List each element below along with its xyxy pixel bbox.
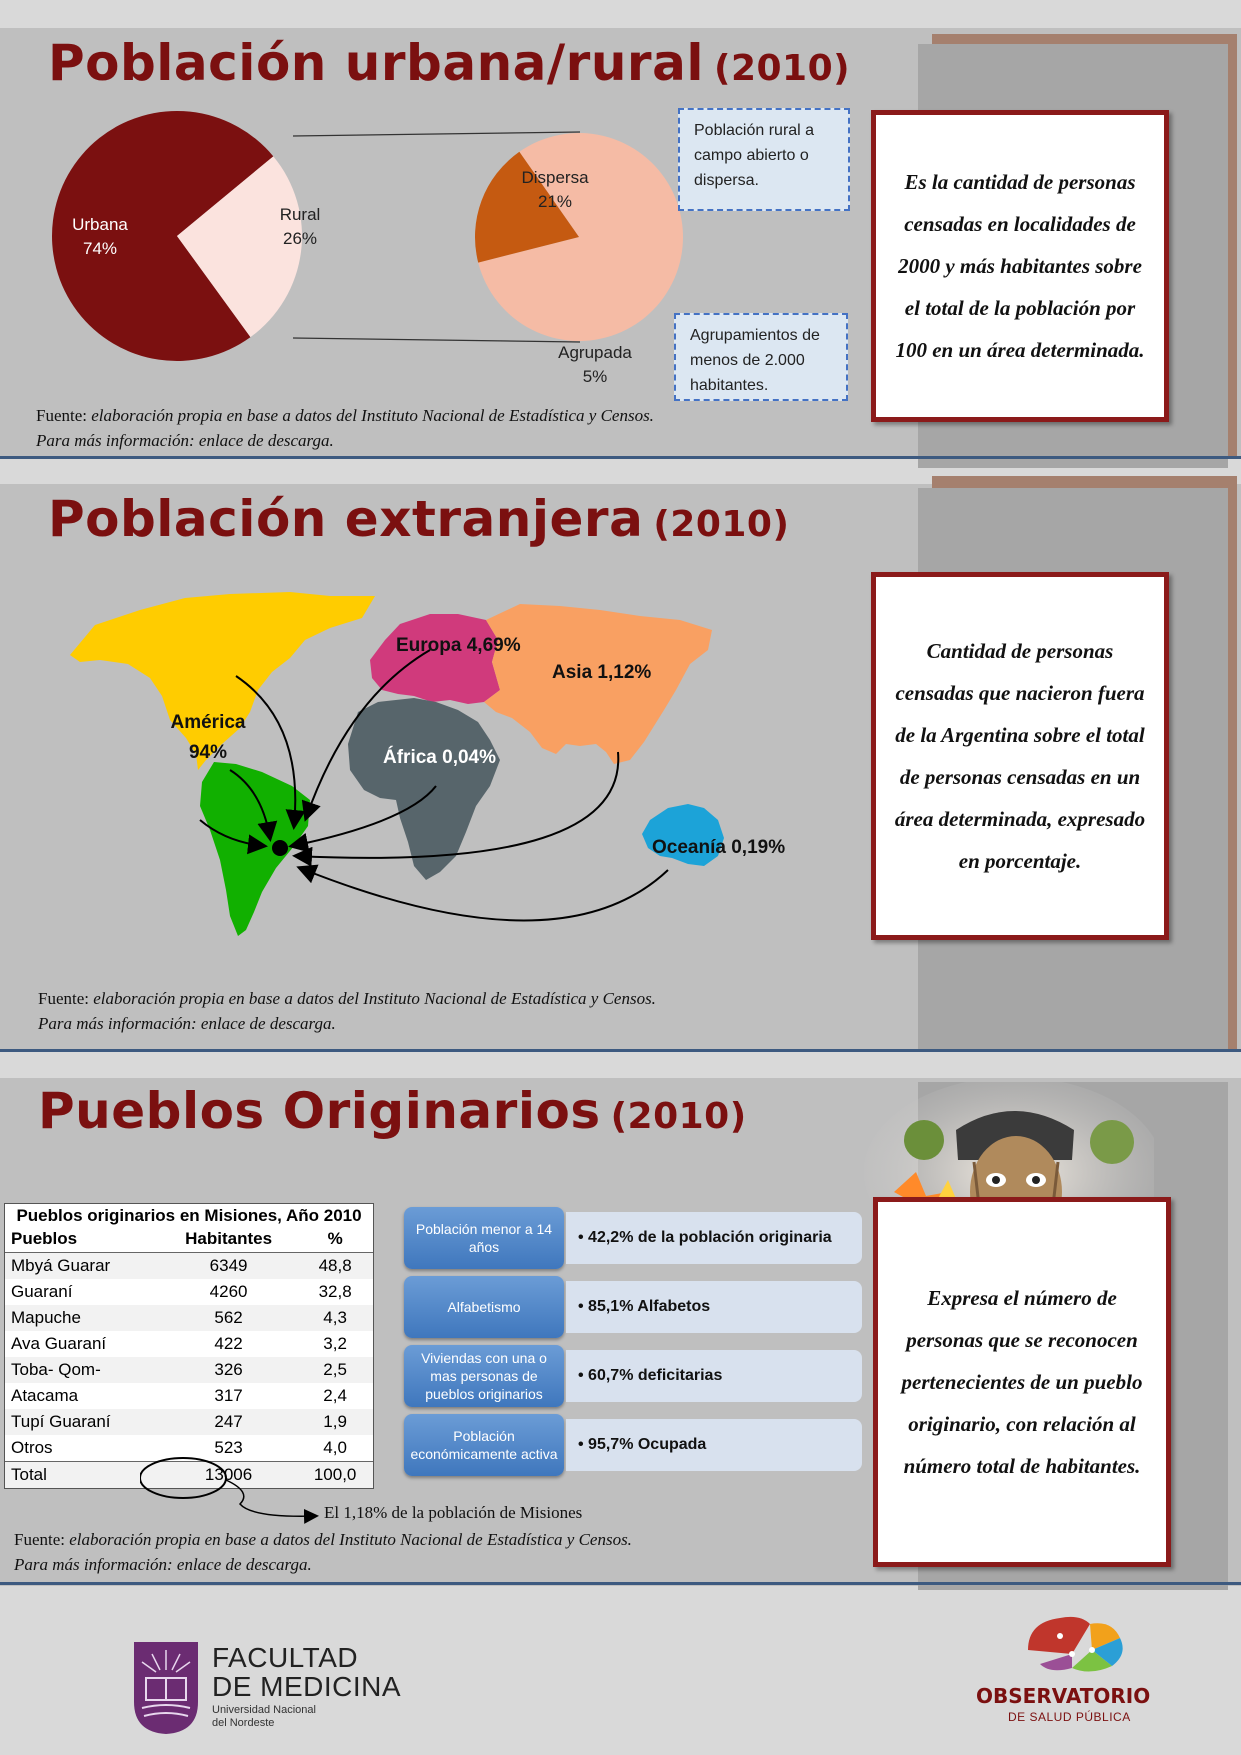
indicator-label: Alfabetismo — [404, 1276, 564, 1338]
section-title — [38, 1082, 747, 1140]
indicator-value: • 60,7% deficitarias — [566, 1350, 862, 1402]
pie-label-dispersa: Dispersa — [521, 168, 589, 187]
facultad-medicina-emblem — [132, 1640, 200, 1736]
cell-habitantes: 4260 — [209, 1282, 248, 1301]
fm-line3: Universidad Nacional — [212, 1704, 316, 1716]
cell-pueblo: Ava Guaraní — [11, 1334, 107, 1353]
indicator-value: • 95,7% Ocupada — [566, 1419, 862, 1471]
cell-percent: 32,8 — [318, 1282, 352, 1301]
source-text: elaboración propia en base a datos del Instituto Nacional de Estadística y Censos. — [91, 406, 654, 425]
definition-text: Expresa el número de personas que se reconocen pertenecientes de un pueblo originario, con relación al número total de habitantes. — [901, 1286, 1143, 1478]
cell-percent: 4,0 — [323, 1438, 347, 1457]
section-title — [48, 490, 789, 548]
cell-pueblo: Guaraní — [11, 1282, 73, 1301]
os-line1: OBSERVATORIO — [976, 1684, 1151, 1708]
title-year: (2010) — [713, 48, 851, 89]
source-label: Fuente: — [38, 989, 89, 1008]
pie-label-rural: Rural — [279, 205, 321, 224]
cell-habitantes: 6349 — [160, 1253, 297, 1280]
source-text: elaboración propia en base a datos del Instituto Nacional de Estadística y Censos. — [93, 989, 656, 1008]
indicator-row — [404, 1414, 860, 1472]
table-caption: Pueblos originarios en Misiones, Año 2010 — [16, 1206, 362, 1225]
source-text: elaboración propia en base a datos del Instituto Nacional de Estadística y Censos. — [69, 1530, 632, 1549]
cell-total-percent: 100,0 — [297, 1462, 373, 1489]
more-info-link[interactable]: Para más información: enlace de descarga. — [36, 431, 334, 450]
europa-name: Europa — [396, 635, 462, 656]
indicator-row — [404, 1207, 860, 1265]
cell-habitantes: 317 — [214, 1386, 243, 1405]
oceania-value: 0,19% — [731, 837, 786, 858]
cell-habitantes: 326 — [160, 1357, 297, 1383]
label-asia — [552, 662, 651, 683]
cell-habitantes: 247 — [160, 1409, 297, 1435]
source-note — [14, 1527, 632, 1577]
indicator-value-text: 60,7% deficitarias — [588, 1367, 723, 1384]
column-header: Habitantes — [160, 1226, 297, 1253]
south-america-shape — [200, 762, 310, 936]
total-note: El 1,18% de la población de Misiones — [324, 1503, 583, 1522]
fm-line1: FACULTAD — [212, 1642, 359, 1673]
cell-pueblo: Mbyá Guarar — [5, 1253, 160, 1280]
world-map — [60, 580, 820, 950]
cell-total-habitantes: 13006 — [160, 1462, 297, 1489]
pie-value-urbana: 74% — [82, 239, 118, 258]
indigenous-table — [4, 1203, 374, 1489]
total-note-arrow — [226, 1480, 316, 1516]
indicator-row — [404, 1276, 860, 1334]
indicator-row — [404, 1345, 860, 1403]
section-divider — [0, 456, 1241, 459]
connector-line — [293, 132, 580, 136]
asia-name: Asia — [552, 662, 593, 683]
indicator-label: Viviendas con una o mas personas de pueblos originarios — [404, 1345, 564, 1407]
table-row — [5, 1305, 373, 1331]
title-text: Población extranjera — [48, 490, 644, 548]
cell-percent: 48,8 — [297, 1253, 373, 1280]
pie-value-agrupada: 5% — [582, 367, 608, 386]
section-divider — [0, 1582, 1241, 1585]
column-header: % — [297, 1226, 373, 1253]
cell-pueblo: Mapuche — [5, 1305, 160, 1331]
africa-name: África — [383, 747, 437, 768]
cell-pueblo: Tupí Guaraní — [5, 1409, 160, 1435]
fm-line4: del Nordeste — [212, 1717, 275, 1729]
argentina-point — [272, 840, 288, 856]
pie-value-dispersa: 21% — [537, 192, 573, 211]
table-row — [5, 1409, 373, 1435]
pie-value-rural: 26% — [282, 229, 318, 248]
cell-pueblo: Atacama — [11, 1386, 79, 1405]
data-table — [5, 1226, 373, 1488]
label-oceania — [652, 837, 785, 858]
total-circle — [140, 1458, 226, 1498]
label-africa — [383, 746, 496, 768]
definition-indigenous — [873, 1197, 1171, 1567]
indicator-label: Población económicamente activa — [404, 1414, 564, 1476]
cell-percent: 3,2 — [323, 1334, 347, 1353]
table-row — [5, 1331, 373, 1357]
value-america: 94% — [188, 742, 228, 763]
fm-line2: DE MEDICINA — [212, 1671, 402, 1702]
source-note — [38, 986, 656, 1036]
asia-shape — [484, 604, 712, 764]
source-note — [36, 403, 654, 453]
table-row — [5, 1357, 373, 1383]
title-year: (2010) — [653, 504, 790, 545]
cell-habitantes: 523 — [214, 1438, 243, 1457]
definition-urban-rural — [871, 110, 1169, 422]
africa-value: 0,04% — [442, 747, 497, 768]
indicator-value-text: 85,1% Alfabetos — [588, 1298, 711, 1315]
section-title — [48, 34, 850, 92]
label-europa — [396, 635, 521, 656]
more-info-link[interactable]: Para más información: enlace de descarga. — [14, 1555, 312, 1574]
definition-foreign — [871, 572, 1169, 940]
definition-text: Cantidad de personas censadas que nacieron fuera de la Argentina sobre el total de personas censadas en un área determinada, expresado en porcentaje. — [894, 639, 1146, 873]
total-highlight — [140, 1456, 330, 1526]
connector-line — [293, 338, 580, 342]
definition-text: Es la cantidad de personas censadas en localidades de 2000 y más habitantes sobre el total de la población por 100 en un área determinada. — [895, 170, 1145, 362]
source-label: Fuente: — [36, 406, 87, 425]
indicator-value: • 42,2% de la población originaria — [566, 1212, 862, 1264]
callout-agrupada: Agrupamientos de menos de 2.000 habitantes. — [674, 313, 848, 401]
pie-label-agrupada: Agrupada — [558, 343, 632, 362]
title-year: (2010) — [610, 1096, 747, 1137]
callout-rural-dispersa: Población rural a campo abierto o dispersa. — [678, 108, 850, 211]
indicator-value-text: 95,7% Ocupada — [588, 1436, 707, 1453]
oceania-name: Oceanía — [652, 837, 726, 858]
europa-value: 4,69% — [466, 635, 521, 656]
table-row — [5, 1383, 373, 1409]
cell-total-label: Total — [5, 1462, 160, 1489]
arrow-oceania — [300, 868, 668, 921]
cell-percent: 2,4 — [323, 1386, 347, 1405]
cell-percent: 4,3 — [297, 1305, 373, 1331]
pie-label-urbana: Urbana — [72, 215, 128, 234]
indicator-value-text: 42,2% de la población originaria — [588, 1229, 832, 1246]
section-divider — [0, 1049, 1241, 1052]
asia-value: 1,12% — [597, 662, 652, 683]
table-row — [5, 1279, 373, 1305]
cell-percent: 2,5 — [297, 1357, 373, 1383]
table-row — [5, 1253, 373, 1280]
source-label: Fuente: — [14, 1530, 65, 1549]
title-text: Población urbana/rural — [48, 34, 704, 92]
observatorio-emblem — [1020, 1610, 1130, 1676]
more-info-link[interactable]: Para más información: enlace de descarga. — [38, 1014, 336, 1033]
label-america: América — [170, 712, 246, 733]
cell-pueblo: Toba- Qom- — [5, 1357, 160, 1383]
table-header-row — [5, 1226, 373, 1253]
cell-habitantes: 422 — [214, 1334, 243, 1353]
os-line2: DE SALUD PÚBLICA — [1008, 1710, 1131, 1724]
title-text: Pueblos Originarios — [38, 1082, 601, 1140]
cell-habitantes: 562 — [160, 1305, 297, 1331]
column-header: Pueblos — [5, 1226, 160, 1253]
europe-shape — [370, 614, 500, 704]
cell-pueblo: Otros — [11, 1438, 53, 1457]
indicator-label: Población menor a 14 años — [404, 1207, 564, 1269]
indicator-value: • 85,1% Alfabetos — [566, 1281, 862, 1333]
cell-percent: 1,9 — [297, 1409, 373, 1435]
